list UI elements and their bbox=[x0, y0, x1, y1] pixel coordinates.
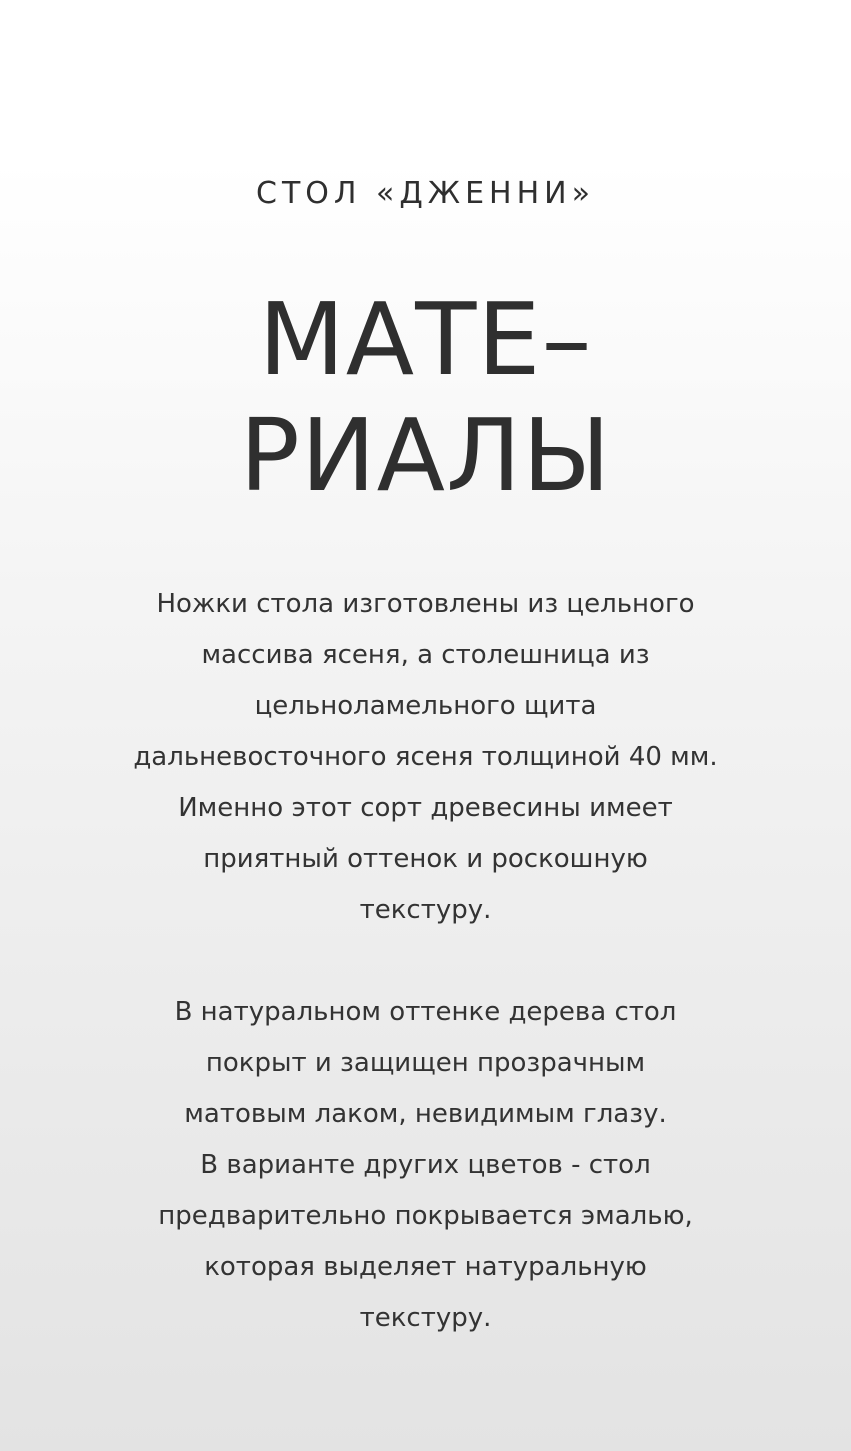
text-line: покрыт и защищен прозрачным bbox=[205, 1048, 646, 1078]
text-line: которая выделяет натуральную bbox=[204, 1252, 647, 1282]
paragraph-materials bbox=[70, 579, 781, 936]
text-line: массива ясеня, а столешница из bbox=[201, 640, 650, 670]
text-line: текстуру. bbox=[359, 895, 492, 925]
text-line: текстуру. bbox=[359, 1303, 492, 1333]
text-line: В варианте других цветов - стол bbox=[200, 1150, 651, 1180]
text-line: цельноламельного щита bbox=[254, 691, 597, 721]
heading-line-2: РИАЛЫ bbox=[239, 397, 612, 514]
section-heading bbox=[0, 282, 851, 514]
heading-line-1: МАТЕ– bbox=[258, 281, 593, 398]
text-line: дальневосточного ясеня толщиной 40 мм. bbox=[133, 742, 718, 772]
text-line: Ножки стола изготовлены из цельного bbox=[156, 589, 695, 619]
text-line: приятный оттенок и роскошную bbox=[203, 844, 648, 874]
paragraph-finish bbox=[70, 987, 781, 1344]
text-line: матовым лаком, невидимым глазу. bbox=[184, 1099, 667, 1129]
text-line: Именно этот сорт древесины имеет bbox=[178, 793, 673, 823]
product-eyebrow-title: СТОЛ «ДЖЕННИ» bbox=[256, 176, 595, 211]
text-line: В натуральном оттенке дерева стол bbox=[174, 997, 677, 1027]
text-line: предварительно покрывается эмалью, bbox=[158, 1201, 693, 1231]
